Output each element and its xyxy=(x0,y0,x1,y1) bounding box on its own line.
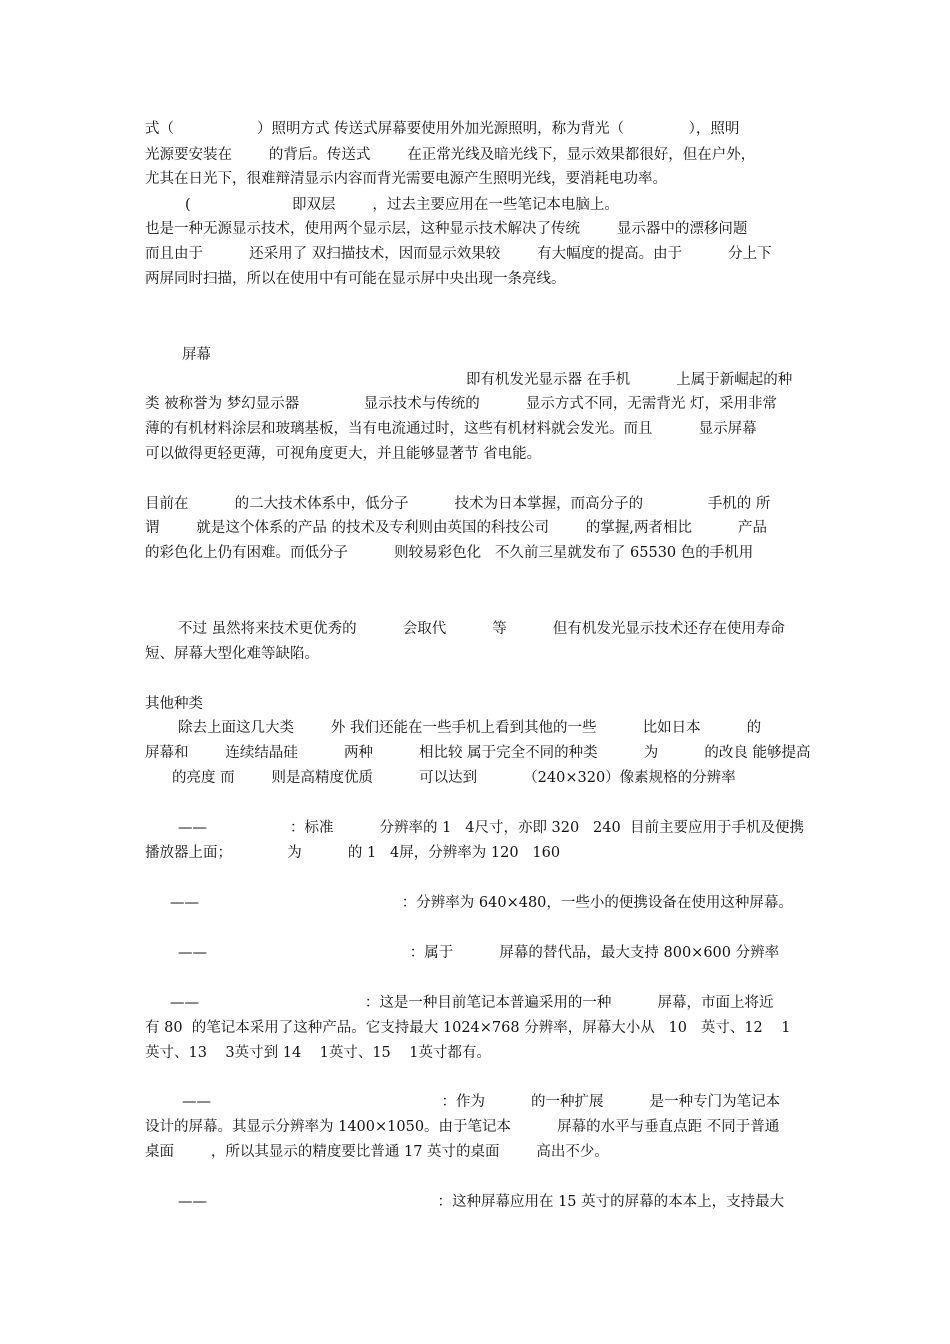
text-line: 目前在 的二大技术体系中，低分子 技术为日本掌握，而高分子的 手机的 所 xyxy=(145,496,771,512)
list-item: —— ：属于 屏幕的替代品，最大支持 800×600 分辨率 xyxy=(178,945,780,961)
text-line: 除去上面这几大类 外 我们还能在一些手机上看到其他的一些 比如日本 的 xyxy=(178,720,762,736)
list-item: —— ：这是一种目前笔记本普遍采用的一种 屏幕，市面上将近 xyxy=(170,995,774,1011)
text-line: 屏幕和 连续结晶硅 两种 相比较 属于完全不同的种类 为 的改良 能够提高 xyxy=(145,745,811,761)
text-line: 不过 虽然将来技术更优秀的 会取代 等 但有机发光显示技术还存在使用寿命 xyxy=(178,621,785,637)
text-line: 播放器上面； 为 的 1 4屏，分辨率为 120 160 xyxy=(145,845,561,861)
text-line: 谓 就是这个体系的产品 的技术及专利则由英国的科技公司 的掌握,两者相比 产品 xyxy=(145,520,768,536)
text-line: 也是一种无源显示技术，使用两个显示层，这种显示技术解决了传统 显示器中的漂移问题 xyxy=(145,221,748,237)
text-line: 的亮度 而 则是高精度优质 可以达到 （240×320）像素规格的分辨率 xyxy=(172,770,736,786)
text-line: 短、屏幕大型化难等缺陷。 xyxy=(145,646,319,662)
text-line: 光源要安装在 的背后。传送式 在正常光线及暗光线下，显示效果都很好，但在户外， xyxy=(145,147,756,163)
list-item: —— ：这种屏幕应用在 15 英寸的屏幕的本本上，支持最大 xyxy=(178,1194,785,1210)
text-line: 可以做得更轻更薄，可视角度更大，并且能够显著节 省电能。 xyxy=(145,446,542,462)
text-line: 薄的有机材料涂层和玻璃基板，当有电流通过时，这些有机材料就会发光。而且 显示屏幕 xyxy=(145,421,757,437)
text-line: 式（ ）照明方式 传送式屏幕要使用外加光源照明，称为背光（ ），照明 xyxy=(145,121,740,137)
text-line: ( 即双层 ，过去主要应用在一些笔记本电脑上。 xyxy=(185,197,619,213)
text-line: 的彩色化上仍有困难。而低分子 则较易彩色化 不久前三星就发布了 65530 色的手机用 xyxy=(145,545,754,561)
text-line: 即有机发光显示器 在手机 上属于新崛起的种 xyxy=(466,372,793,388)
section-heading: 其他种类 xyxy=(145,696,203,712)
list-item: —— ：作为 的一种扩展 是一种专门为笔记本 xyxy=(182,1094,781,1110)
text-line: 英寸、13 3英寸到 14 1英寸、15 1英寸都有。 xyxy=(145,1045,491,1061)
text-line: 而且由于 还采用了 双扫描技术，因而显示效果较 有大幅度的提高。由于 分上下 xyxy=(145,246,772,262)
text-line: 两屏同时扫描，所以在使用中有可能在显示屏中央出现一条亮线。 xyxy=(145,271,566,287)
list-item: —— ：标准 分辨率的 1 4尺寸，亦即 320 240 目前主要应用于手机及便携 xyxy=(178,820,804,836)
text-line: 尤其在日光下，很难辩清显示内容而背光需要电源产生照明光线，要消耗电功率。 xyxy=(145,171,667,187)
list-item: —— ：分辨率为 640×480，一些小的便携设备在使用这种屏幕。 xyxy=(170,895,793,911)
text-line: 有 80 的笔记本采用了这种产品。它支持最大 1024×768 分辨率，屏幕大小从 10 英寸、12 1 xyxy=(145,1020,791,1036)
text-line: 设计的屏幕。其显示分辨率为 1400×1050。由于笔记本 屏幕的水平与垂直点距 不同于普通 xyxy=(145,1119,780,1135)
text-line: 类 被称誉为 梦幻显示器 显示技术与传统的 显示方式不同，无需背光 灯，采用非常 xyxy=(145,396,777,412)
section-heading: 屏幕 xyxy=(182,347,211,363)
text-line: 桌面 ，所以其显示的精度要比普通 17 英寸的桌面 高出不少。 xyxy=(145,1144,609,1160)
